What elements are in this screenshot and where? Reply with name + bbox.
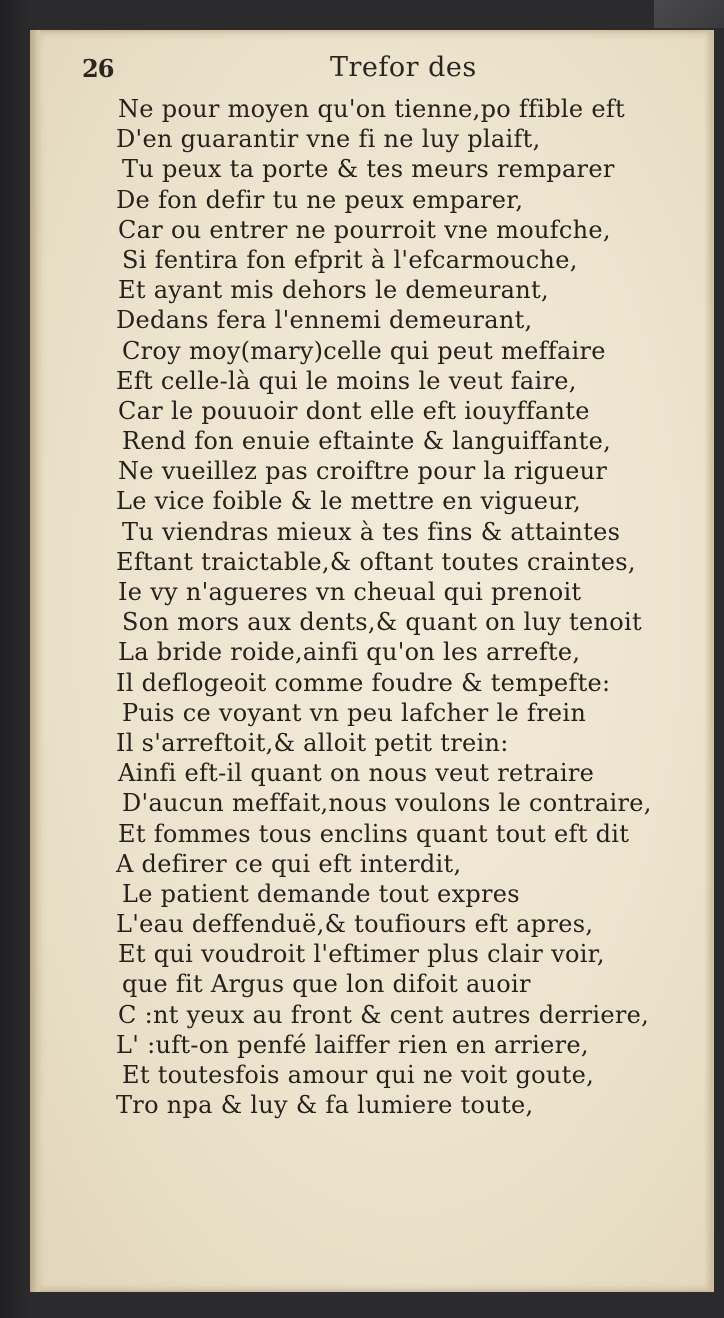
verse-line: C :nt yeux au front & cent autres derriere, xyxy=(118,1000,650,1029)
verse-line: Car ou entrer ne pourroit vne moufche, xyxy=(118,215,611,244)
verse-line: Dedans fera l'ennemi demeurant, xyxy=(116,306,533,335)
verse-line: Et ayant mis dehors le demeurant, xyxy=(118,276,549,305)
verse-line: Tu viendras mieux à tes fins & attaintes xyxy=(122,517,621,546)
verse-line: Eftant traictable,& oftant toutes craintes, xyxy=(116,547,636,576)
verse-line: Son mors aux dents,& quant on luy tenoit xyxy=(122,608,642,637)
page-number: 26 xyxy=(82,54,114,83)
corner-shadow xyxy=(654,0,724,28)
verse-line: Il deflogeoit comme foudre & tempefte: xyxy=(116,668,611,697)
verse-line: Et fommes tous enclins quant tout eft dit xyxy=(118,819,630,848)
verse-line: Si fentira fon efprit à l'efcarmouche, xyxy=(122,245,578,274)
verse-line: Et qui voudroit l'eftimer plus clair voir, xyxy=(118,940,605,969)
verse-line: L'eau deffenduë,& toufiours eft apres, xyxy=(116,910,594,939)
verse-line: La bride roide,ainfi qu'on les arrefte, xyxy=(118,638,581,667)
verse-line: Rend fon enuie eftainte & languiffante, xyxy=(122,427,612,456)
verse-line: Ainfi eft-il quant on nous veut retraire xyxy=(118,759,595,788)
verse-line: Croy moy(mary)celle qui peut meffaire xyxy=(122,336,606,365)
page-header xyxy=(82,48,642,88)
verse-line: Et toutesfois amour qui ne voit goute, xyxy=(122,1061,595,1089)
verse-line: De fon defir tu ne peux emparer, xyxy=(116,185,524,214)
verse-text xyxy=(116,94,716,1120)
verse-line: Le patient demande tout expres xyxy=(122,879,520,908)
verse-line: Puis ce voyant vn peu lafcher le frein xyxy=(122,698,587,727)
verse-line: Eft celle-là qui le moins le veut faire, xyxy=(116,366,577,395)
verse-line: A defirer ce qui eft interdit, xyxy=(116,849,462,878)
binding-gutter xyxy=(30,30,42,1292)
verse-line: Ne vueillez pas croiftre pour la rigueur xyxy=(118,457,608,486)
verse-line: Ie vy n'agueres vn cheual qui prenoit xyxy=(118,578,582,606)
verse-line: Car le pouuoir dont elle eft iouyffante xyxy=(118,396,590,425)
verse-line: D'en guarantir vne fi ne luy plaift, xyxy=(116,125,541,154)
verse-line: Tro npa & luy & fa lumiere toute, xyxy=(116,1091,534,1120)
verse-line: L' :uft-on penfé laiffer rien en arriere, xyxy=(116,1030,589,1059)
verse-line: Il s'arreftoit,& alloit petit trein: xyxy=(116,728,509,757)
verse-line: Le vice foible & le mettre en vigueur, xyxy=(116,487,582,516)
running-head: Trefor des xyxy=(330,52,477,83)
verse-line: Ne pour moyen qu'on tienne,po ffible eft xyxy=(118,95,625,123)
verse-line: que fit Argus que lon difoit auoir xyxy=(122,970,531,999)
verse-line: Tu peux ta porte & tes meurs remparer xyxy=(122,155,615,184)
verse-line: D'aucun meffait,nous voulons le contraire, xyxy=(122,789,652,818)
